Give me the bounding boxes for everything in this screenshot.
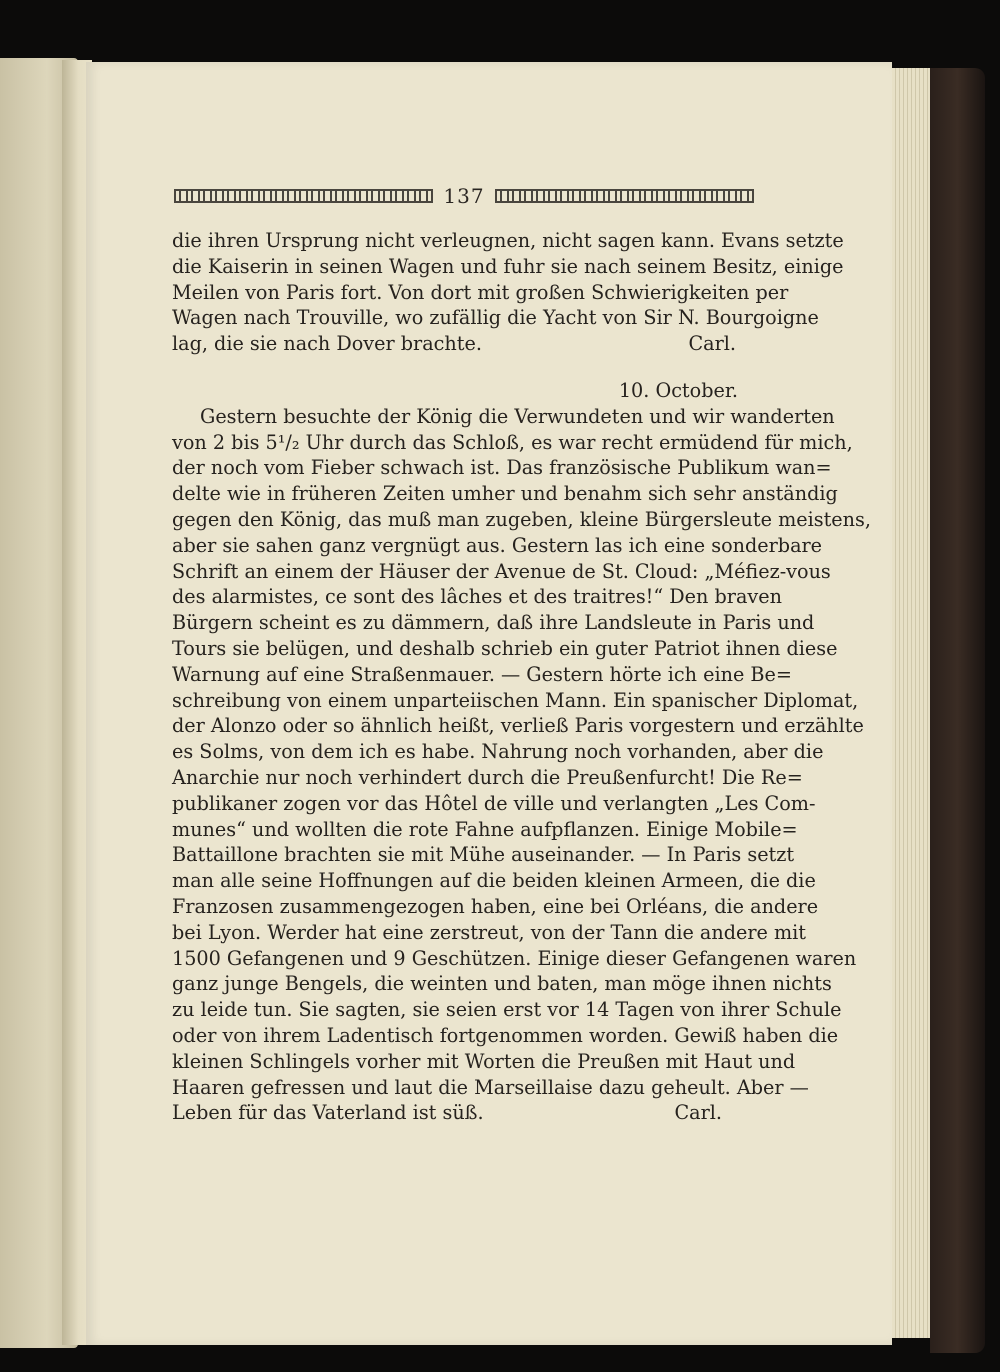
text-line: Warnung auf eine Straßenmauer. — Gestern hörte ich eine Be= xyxy=(172,662,792,686)
book-cover-edge xyxy=(930,68,985,1353)
text-line: bei Lyon. Werder hat eine zerstreut, von der Tann die andere mit xyxy=(172,920,807,944)
left-ornament-border xyxy=(174,189,433,203)
page-number: 137 xyxy=(443,184,485,208)
text-line: des alarmistes, ce sont des lâches et des traitres!“ Den braven xyxy=(172,585,782,609)
entry-date: 10. October. xyxy=(618,378,738,402)
text-line: Leben für das Vaterland ist süß. xyxy=(172,1101,484,1125)
text-line: der Alonzo oder so ähnlich heißt, verließ Paris vorgestern und erzählte xyxy=(172,714,864,738)
closing-line xyxy=(172,1100,756,1126)
text-line: 1500 Gefangenen und 9 Geschützen. Einige dieser Gefangenen waren xyxy=(172,946,857,970)
closing-line xyxy=(172,331,756,357)
text-line: Franzosen zusammengezogen haben, eine bei Orléans, die andere xyxy=(172,894,819,918)
text-line: die ihren Ursprung nicht verleugnen, nicht sagen kann. Evans setzte xyxy=(172,229,844,252)
entry-2 xyxy=(172,378,871,1126)
right-ornament-border xyxy=(495,189,754,203)
text-line: lag, die sie nach Dover brachte. xyxy=(172,332,482,356)
text-line: oder von ihrem Ladentisch fortgenommen worden. Gewiß haben die xyxy=(172,1023,839,1047)
text-line: Schrift an einem der Häuser der Avenue de St. Cloud: „Méfiez-vous xyxy=(172,559,831,583)
text-line: der noch vom Fieber schwach ist. Das französische Publikum wan= xyxy=(172,456,832,480)
body-text xyxy=(172,228,871,1126)
text-line: es Solms, von dem ich es habe. Nahrung noch vorhanden, aber die xyxy=(172,740,824,764)
text-line: Gestern besuchte der König die Verwundeten und wir wanderten xyxy=(200,404,835,428)
text-line: von 2 bis 5¹/₂ Uhr durch das Schloß, es war recht ermüdend für mich, xyxy=(172,430,853,454)
text-line: Haaren gefressen und laut die Marseillaise dazu geheult. Aber — xyxy=(172,1075,809,1099)
text-line: zu leide tun. Sie sagten, sie seien erst vor 14 Tagen von ihrer Schule xyxy=(172,998,842,1022)
text-line: Anarchie nur noch verhindert durch die Preußenfurcht! Die Re= xyxy=(172,765,803,789)
text-line: delte wie in früheren Zeiten umher und benahm sich sehr anständig xyxy=(172,482,838,506)
text-line: Bürgern scheint es zu dämmern, daß ihre Landsleute in Paris und xyxy=(172,611,815,635)
text-line: munes“ und wollten die rote Fahne aufpflanzen. Einige Mobile= xyxy=(172,817,798,841)
signature: Carl. xyxy=(674,1101,722,1125)
text-line: Battaillone brachten sie mit Mühe auseinander. — In Paris setzt xyxy=(172,843,795,867)
entry-1 xyxy=(172,228,844,357)
text-line: schreibung von einem unparteiischen Mann. Ein spanischer Diplomat, xyxy=(172,688,859,712)
signature: Carl. xyxy=(688,332,736,356)
text-line: aber sie sahen ganz vergnügt aus. Gestern las ich eine sonderbare xyxy=(172,533,823,557)
text-line: Meilen von Paris fort. Von dort mit großen Schwierigkeiten per xyxy=(172,280,789,304)
text-line: publikaner zogen vor das Hôtel de ville und verlangten „Les Com- xyxy=(172,791,816,815)
text-line: die Kaiserin in seinen Wagen und fuhr sie nach seinem Besitz, einige xyxy=(172,254,844,278)
text-line: ganz junge Bengels, die weinten und baten, man möge ihnen nichts xyxy=(172,972,832,996)
page-header xyxy=(174,184,754,208)
text-line: man alle seine Hoffnungen auf die beiden kleinen Armeen, die die xyxy=(172,869,816,893)
text-line: gegen den König, das muß man zugeben, kleine Bürgersleute meistens, xyxy=(172,507,871,531)
text-line: Tours sie belügen, und deshalb schrieb ein guter Patriot ihnen diese xyxy=(172,636,838,660)
text-line: Wagen nach Trouville, wo zufällig die Yacht von Sir N. Bourgoigne xyxy=(172,306,819,330)
text-line: kleinen Schlingels vorher mit Worten die Preußen mit Haut und xyxy=(172,1049,796,1073)
